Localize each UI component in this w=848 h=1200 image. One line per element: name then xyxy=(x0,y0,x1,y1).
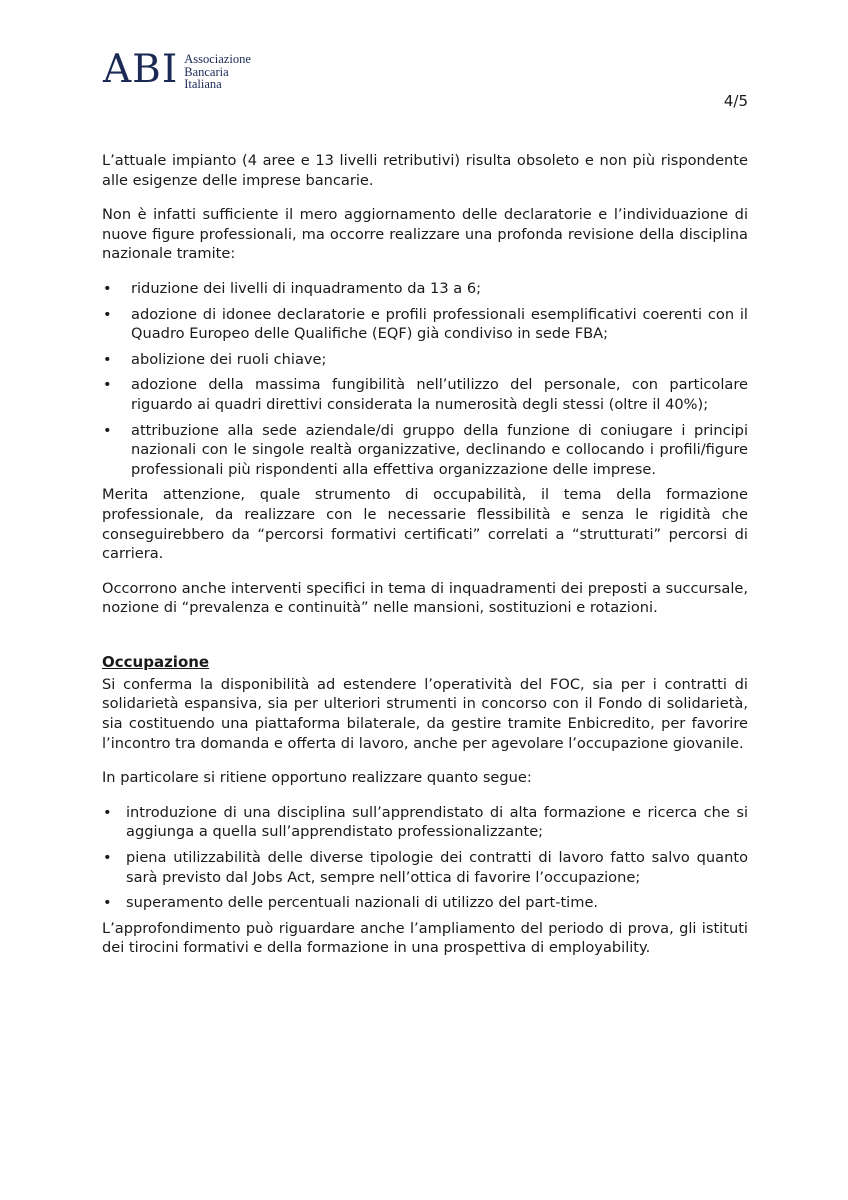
logo-line: Associazione xyxy=(184,52,251,66)
list-item xyxy=(102,279,748,299)
logo-line: Bancaria xyxy=(184,64,229,79)
list-item-text: adozione di idonee declaratorie e profili professionali esemplificativi coerenti con il Quadro Europeo delle Qualifiche (EQF) già condiviso in sede FBA; xyxy=(131,305,748,343)
bullet-icon: • xyxy=(103,305,112,323)
paragraph: Occorrono anche interventi specifici in tema di inquadramenti dei preposti a succursale, nozione di “prevalenza e continuità” nelle mansioni, sostituzioni e rotazioni. xyxy=(102,579,748,617)
bullet-icon: • xyxy=(103,421,112,439)
bullet-list xyxy=(102,279,748,479)
list-item xyxy=(102,893,748,913)
bullet-icon: • xyxy=(103,376,112,394)
paragraph: Non è infatti sufficiente il mero aggiornamento delle declaratorie e l’individuazione di nuove figure professionali, ma occorre realizzare una profonda revisione della disciplina nazionale tramite: xyxy=(102,206,748,263)
list-item-text: abolizione dei ruoli chiave; xyxy=(131,350,327,368)
list-item xyxy=(102,350,748,370)
list-item-text: introduzione di una disciplina sull’apprendistato di alta formazione e ricerca che si aggiunga a quella sull’apprendistato professionalizzante; xyxy=(126,803,748,841)
abi-logo xyxy=(103,47,251,92)
document-body xyxy=(102,151,748,973)
paragraph: In particolare si ritiene opportuno realizzare quanto segue: xyxy=(102,769,532,787)
logo-text xyxy=(184,53,251,91)
list-item xyxy=(102,848,748,887)
list-item xyxy=(102,421,748,480)
bullet-icon: • xyxy=(103,894,112,912)
section-heading: Occupazione xyxy=(102,652,210,671)
list-item xyxy=(102,375,748,414)
paragraph: L’approfondimento può riguardare anche l’ampliamento del periodo di prova, gli istituti dei tirocini formativi e della formazione in una prospettiva di employability. xyxy=(102,919,748,957)
paragraph: L’attuale impianto (4 aree e 13 livelli retributivi) risulta obsoleto e non più rispondente alle esigenze delle imprese bancarie. xyxy=(102,152,748,189)
list-item-text: piena utilizzabilità delle diverse tipologie dei contratti di lavoro fatto salvo quanto sarà previsto dal Jobs Act, sempre nell’ottica di favorire l’occupazione; xyxy=(126,849,748,886)
list-item xyxy=(102,305,748,344)
bullet-icon: • xyxy=(103,350,112,368)
logo-line: Italiana xyxy=(184,77,222,91)
page-number: 4/5 xyxy=(723,92,748,110)
list-item xyxy=(102,803,748,842)
bullet-list xyxy=(102,803,748,913)
bullet-icon: • xyxy=(103,803,112,821)
list-item-text: adozione della massima fungibilità nell’utilizzo del personale, con particolare riguardo ai quadri direttivi considerata la numerosità degli stessi (oltre il 40%); xyxy=(131,376,748,413)
paragraph: Si conferma la disponibilità ad estendere l’operatività del FOC, sia per i contratti di solidarietà espansiva, sia per ulteriori strumenti in concorso con il Fondo di solidarietà, sia costituendo una piattaforma bilaterale, da gestire tramite Enbicredito, per favorire l’incontro tra domanda e offerta di lavoro, anche per agevolare l’occupazione giovanile. xyxy=(102,675,748,752)
bullet-icon: • xyxy=(103,849,112,867)
list-item-text: attribuzione alla sede aziendale/di gruppo della funzione di coniugare i principi nazionali con le singole realtà organizzative, declinando e collocando i profili/figure professionali più rispondenti alla effettiva organizzazione delle imprese. xyxy=(131,421,748,478)
paragraph: Merita attenzione, quale strumento di occupabilità, il tema della formazione professionale, da realizzare con le necessarie flessibilità e senza le rigidità che conseguirebbero da “percorsi formativi certificati” correlati a “strutturati” percorsi di carriera. xyxy=(102,486,748,563)
bullet-icon: • xyxy=(103,279,112,297)
list-item-text: riduzione dei livelli di inquadramento da 13 a 6; xyxy=(131,279,482,297)
logo-mark: ABI xyxy=(103,47,179,92)
list-item-text: superamento delle percentuali nazionali di utilizzo del part-time. xyxy=(126,894,599,912)
